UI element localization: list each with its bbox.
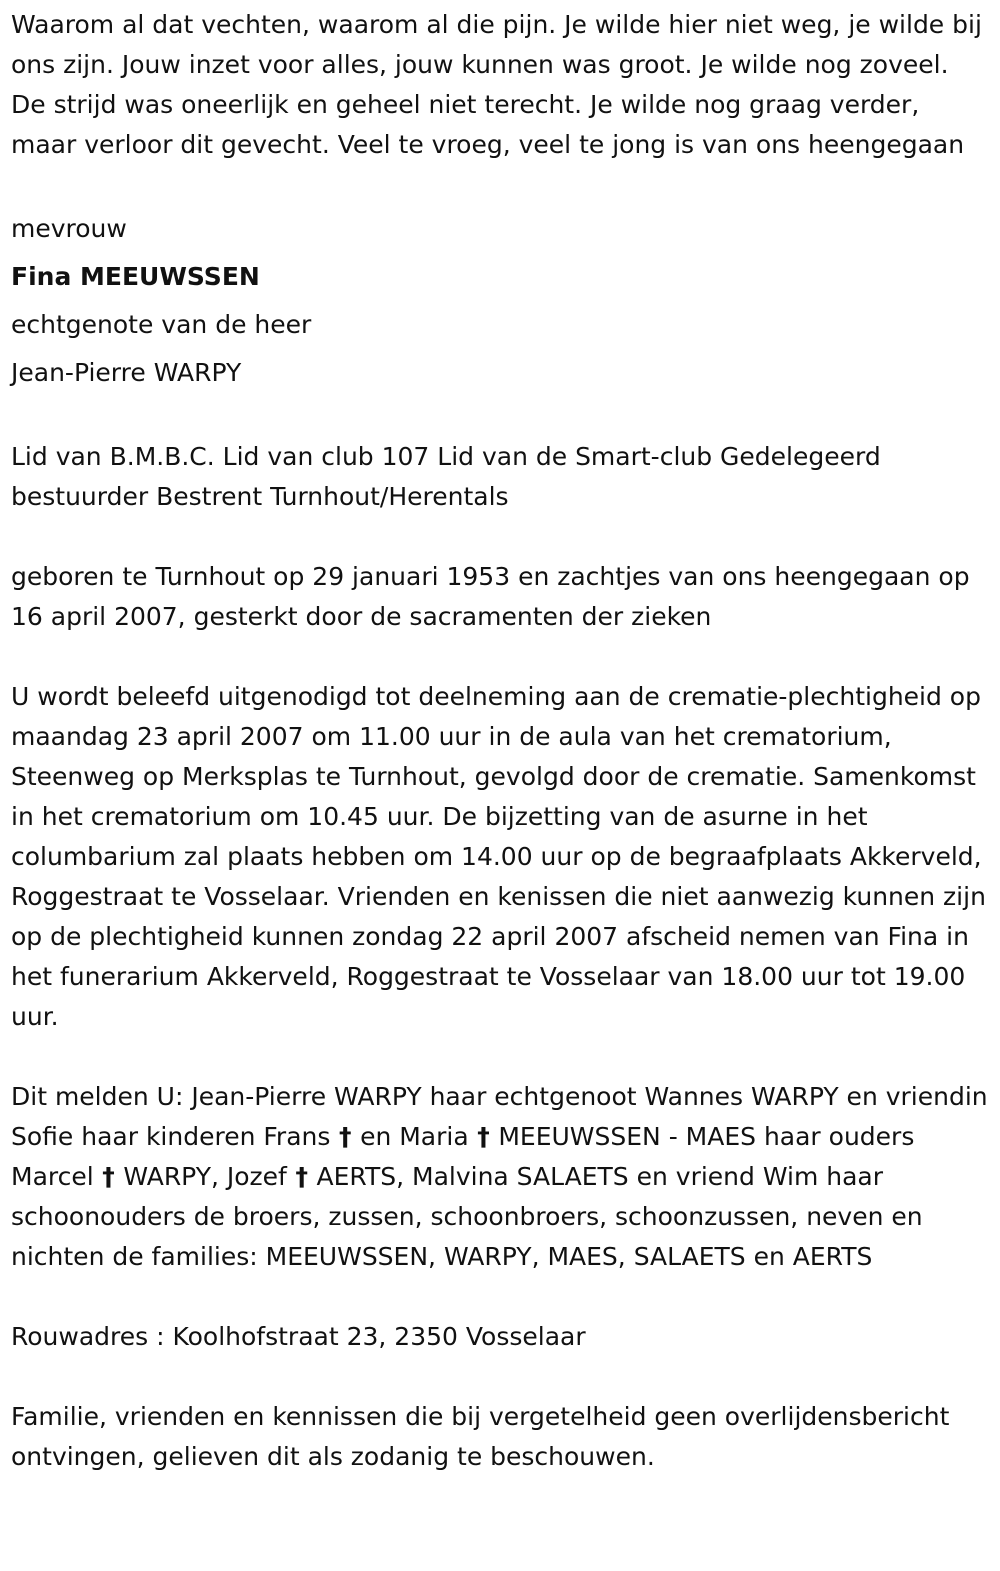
obituary-document [0, 5, 1000, 1477]
spacer [11, 397, 990, 437]
announcement-text-1: Dit melden U: Jean-Pierre WARPY haar echtgenoot Wannes WARPY en vriendin Sofie haar kinderen Frans [11, 1082, 988, 1151]
announcement-text-2: en Maria [360, 1122, 469, 1151]
birth-death-paragraph: geboren te Turnhout op 29 januari 1953 en zachtjes van ons heengegaan op 16 april 2007, gesterkt door de sacramenten der zieken [11, 562, 970, 631]
deceased-relation: echtgenote van de heer [11, 310, 312, 339]
announcement-text-4: WARPY, Jozef [123, 1162, 287, 1191]
cross-icon: † [477, 1122, 490, 1151]
address-line: Rouwadres : Koolhofstraat 23, 2350 Vosselaar [11, 1322, 586, 1351]
announcement-paragraph [11, 1077, 990, 1277]
deceased-title: mevrouw [11, 214, 127, 243]
ceremony-paragraph: U wordt beleefd uitgenodigd tot deelneming aan de crematie-plechtigheid op maandag 23 april 2007 om 11.00 uur in de aula van het crematorium, Steenweg op Merksplas te Turnhout, gevolgd door de crematie. Samenkomst in het crematorium om 10.45 uur. De bijzetting van de asurne in het columbarium zal plaats hebben om 14.00 uur op de begraafplaats Akkerveld, Roggestraat te Vosselaar. Vrienden en kenissen die niet aanwezig kunnen zijn op de plechtigheid kunnen zondag 22 april 2007 afscheid nemen van Fina in het funerarium Akkerveld, Roggestraat te Vosselaar van 18.00 uur tot 19.00 uur. [11, 682, 986, 1031]
spacer [11, 637, 990, 677]
spacer [11, 1357, 990, 1397]
spouse-name: Jean-Pierre WARPY [11, 358, 242, 387]
cross-icon: † [338, 1122, 352, 1151]
poem-paragraph: Waarom al dat vechten, waarom al die pijn. Je wilde hier niet weg, je wilde bij ons zijn. Jouw inzet voor alles, jouw kunnen was groot. Je wilde nog zoveel. De strijd was oneerlijk en geheel niet terecht. Je wilde nog graag verder, maar verloor dit gevecht. Veel te vroeg, veel te jong is van ons heengegaan [11, 10, 982, 159]
cross-icon: † [102, 1162, 115, 1191]
announcement-text-5: AERTS, Malvina SALAETS en vriend Wim haar schoonouders de broers, zussen, schoonbroers, schoonzussen, neven en nichten de families: MEEUWSSEN, WARPY, MAES, SALAETS en AERTS [11, 1162, 923, 1271]
announcement-text-3: MEEUWSSEN - MAES haar ouders Marcel [11, 1122, 915, 1191]
deceased-name: Fina MEEUWSSEN [11, 262, 260, 291]
spacer [11, 1277, 990, 1317]
cross-icon: † [295, 1162, 308, 1191]
closing-paragraph: Familie, vrienden en kennissen die bij vergetelheid geen overlijdensbericht ontvingen, gelieven dit als zodanig te beschouwen. [11, 1402, 950, 1471]
spacer [11, 517, 990, 557]
spacer [11, 1037, 990, 1077]
memberships-paragraph: Lid van B.M.B.C. Lid van club 107 Lid van de Smart-club Gedelegeerd bestuurder Bestrent Turnhout/Herentals [11, 442, 881, 511]
spacer [11, 165, 990, 205]
